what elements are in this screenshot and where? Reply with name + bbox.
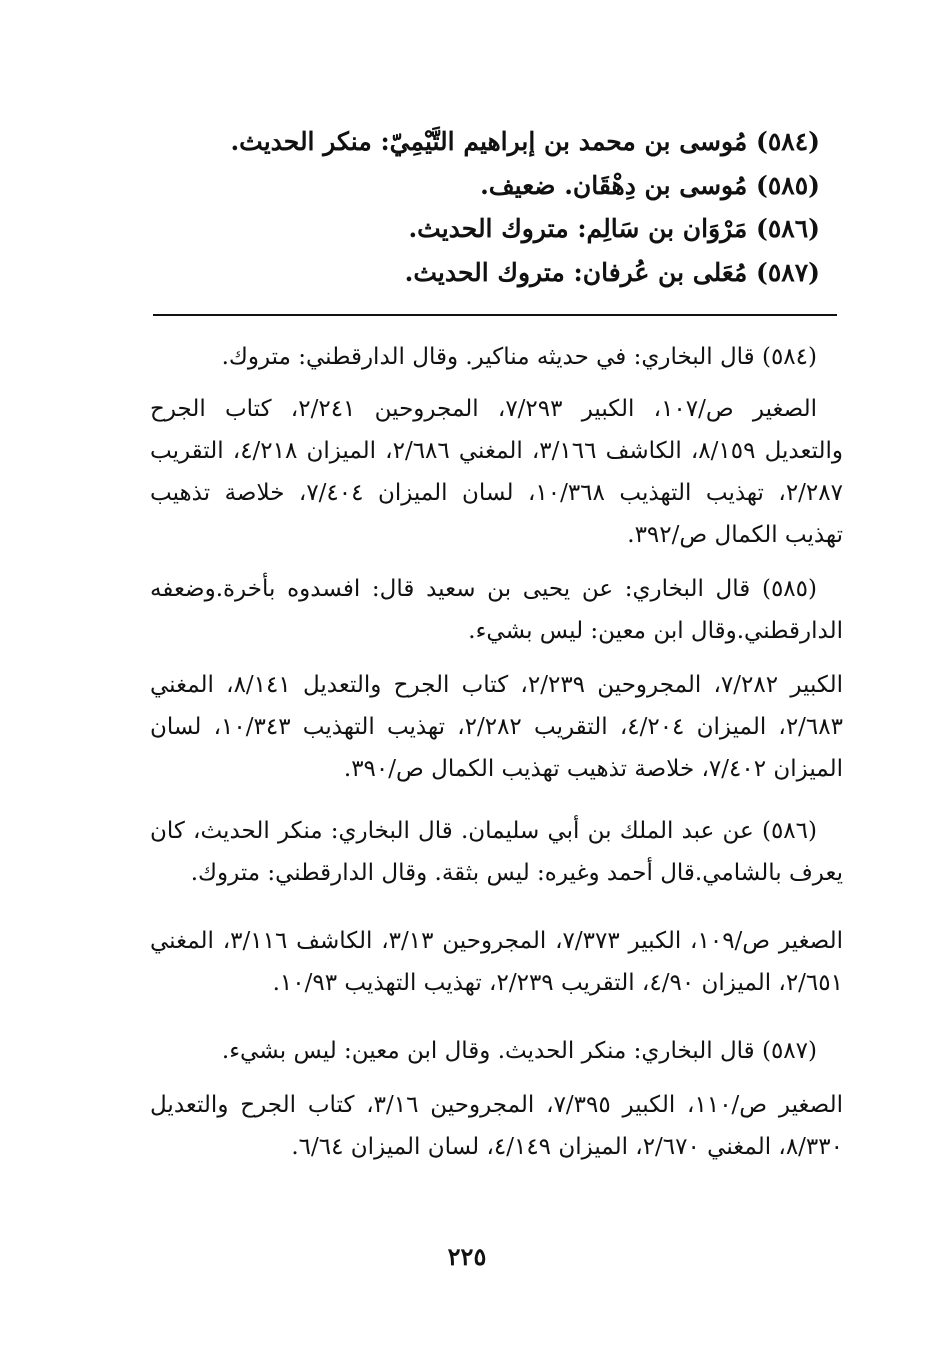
- page-number: ٢٢٥: [447, 1242, 487, 1271]
- entry-584: (٥٨٤) مُوسى بن محمد بن إبراهيم التَّيْمِيّ: منكر الحديث.: [230, 127, 820, 156]
- entry-585: (٥٨٥) مُوسى بن دِهْقَان. ضعيف.: [480, 170, 820, 200]
- footnotes: [150, 330, 843, 1168]
- footnote-585-references: الكبير ٧/٢٨٢، المجروحين ٢/٢٣٩، كتاب الجرح والتعديل ٨/١٤١، المغني ٢/٦٨٣، الميزان ٤/٢٠٤، التقريب ٢/٢٨٢، تهذيب التهذيب ١٠/٣٤٣، لسان الميزان ٧/٤٠٢، خلاصة تذهيب تهذيب الكمال ص/٣٩٠.: [150, 672, 843, 782]
- entry-587: (٥٨٧) مُعَلى بن عُرفان: متروك الحديث.: [404, 257, 820, 287]
- entry-586: (٥٨٦) مَرْوَان بن سَالِم: متروك الحديث.: [408, 214, 820, 243]
- footnote-586-comment: (٥٨٦) عن عبد الملك بن أبي سليمان. قال البخاري: منكر الحديث، كان يعرف بالشامي.قال أحمد وغيره: ليس بثقة. وقال الدارقطني: متروك.: [150, 818, 843, 886]
- footnote-584-references: الصغير ص/١٠٧، الكبير ٧/٢٩٣، المجروحين ٢/٢٤١، كتاب الجرح والتعديل ٨/١٥٩، الكاشف ٣/١٦٦، المغني ٢/٦٨٦، الميزان ٤/٢١٨، التقريب ٢/٢٨٧، تهذيب التهذيب ١٠/٣٦٨، لسان الميزان ٧/٤٠٤، خلاصة تذهيب تهذيب الكمال ص/٣٩٢.: [150, 396, 844, 548]
- narrator-entries: [180, 120, 820, 294]
- footnote-separator: [153, 314, 837, 316]
- footnote-587-references: الصغير ص/١١٠، الكبير ٧/٣٩٥، المجروحين ٣/١٦، كتاب الجرح والتعديل ٨/٣٣٠، المغني ٢/٦٧٠، الميزان ٤/١٤٩، لسان الميزان ٦/٦٤.: [150, 1092, 843, 1160]
- footnote-584-comment: (٥٨٤) قال البخاري: في حديثه مناكير. وقال الدارقطني: متروك.: [221, 344, 817, 370]
- footnote-585-comment: (٥٨٥) قال البخاري: عن يحيى بن سعيد قال: افسدوه بأخرة.وضعفه الدارقطني.وقال ابن معين: ليس بشيء.: [150, 576, 843, 644]
- footnote-587-comment: (٥٨٧) قال البخاري: منكر الحديث. وقال ابن معين: ليس بشيء.: [221, 1038, 817, 1064]
- footnote-586-references: الصغير ص/١٠٩، الكبير ٧/٣٧٣، المجروحين ٣/١٣، الكاشف ٣/١١٦، المغني ٢/٦٥١، الميزان ٤/٩٠، التقريب ٢/٢٣٩، تهذيب التهذيب ١٠/٩٣.: [150, 928, 844, 996]
